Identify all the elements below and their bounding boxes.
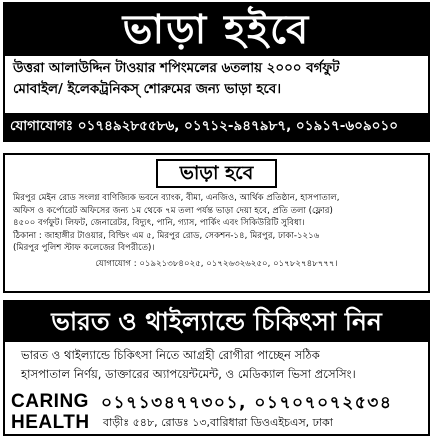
- details-line: (মিরপুর পুলিশ স্টাফ কলেজের বিপরীতে)।: [13, 243, 155, 254]
- medical-ad-description: [5, 342, 428, 384]
- contact-phones: যোগাযোগ : ০১৯২১৩৮৪০২৫, ০১৭২৬৩২৬২৫০, ০১৭৮২৭৪৮৭৭৭।: [95, 258, 338, 269]
- description-line: ভারত ও থাইল্যান্ডে চিকিৎসা নিতে আগ্রহী রোগীরা পাচ্ছেন সঠিক: [21, 348, 320, 362]
- rent-ad-description: [5, 56, 428, 100]
- logo-line: CARING: [11, 391, 89, 412]
- rent-ad-mirpur: [3, 153, 430, 293]
- details-line: অফিস ও কর্পোরেট অফিসের জন্য ১ম থেকে ৭ম তলা পর্যন্ত ভাড়া দেয়া হবে, প্রতি তলা (ফ্লোর): [13, 205, 333, 216]
- details-line: মিরপুর মেইন রোড সংলগ্ন বাণিজ্যিক ভবনে ব্যাংক, বীমা, এনজিও, আর্থিক প্রতিষ্ঠান, হাসপাতাল,: [13, 193, 340, 203]
- medical-ad-address: বাড়ীঃ ৫৪৮, রোডঃ ১৩,বারিধারা ডিওএইচএস, ঢাকা: [103, 416, 333, 429]
- contact-phone-bar: যোগাযোগঃ ০১৭৪৯২৮৫৫৮৬, ০১৭১২-৯৪৭৯৮৭, ০১৯১৭-৬০৯০১০: [5, 113, 428, 140]
- rent-ad-title: ভাড়া হবে: [156, 159, 278, 188]
- description-line: হাসপাতাল নির্ণয়, ডাক্তারের অ্যাপয়েন্টমেন্ট, ও মেডিক্যাল ভিসা প্রসেসিং।: [21, 367, 356, 381]
- description-line: উত্তরা আলাউদ্দিন টাওয়ার শপিংমলের ৬তলায় ২০০০ বর্গফুট: [13, 61, 340, 76]
- caring-health-logo: [11, 391, 90, 433]
- rent-ad-uttara: [3, 2, 430, 142]
- details-line: ঠিকানা : জাহাঙ্গীর টাওয়ার, বিল্ডিং এম ৫, মিরপুর রোড, সেকশন-১৪, মিরপুর, ঢাকা-১২১৬: [13, 230, 320, 241]
- rent-ad-banner: ভাড়া হইবে: [5, 4, 428, 56]
- details-line: ৪৫০০ বর্গফুট। লিফট, জেনারেটর, বিদ্যুৎ, পানি, গ্যাস, পার্কিং এবং সিকিউরিটি সুবিধা।: [13, 218, 305, 229]
- medical-ad-banner: ভারত ও থাইল্যান্ডে চিকিৎসা নিন: [5, 302, 428, 342]
- medical-ad-phones: ০১৭১৩৪৭৭৩০১, ০১৭০৭০৭২৫৩৪: [101, 393, 393, 413]
- description-line: মোবাইল/ ইলেকট্রনিকস্ শোরুমের জন্য ভাড়া হবে।: [13, 82, 281, 97]
- logo-line: HEALTH: [11, 412, 90, 433]
- rent-ad-details: [5, 188, 428, 255]
- medical-ad: [3, 300, 430, 436]
